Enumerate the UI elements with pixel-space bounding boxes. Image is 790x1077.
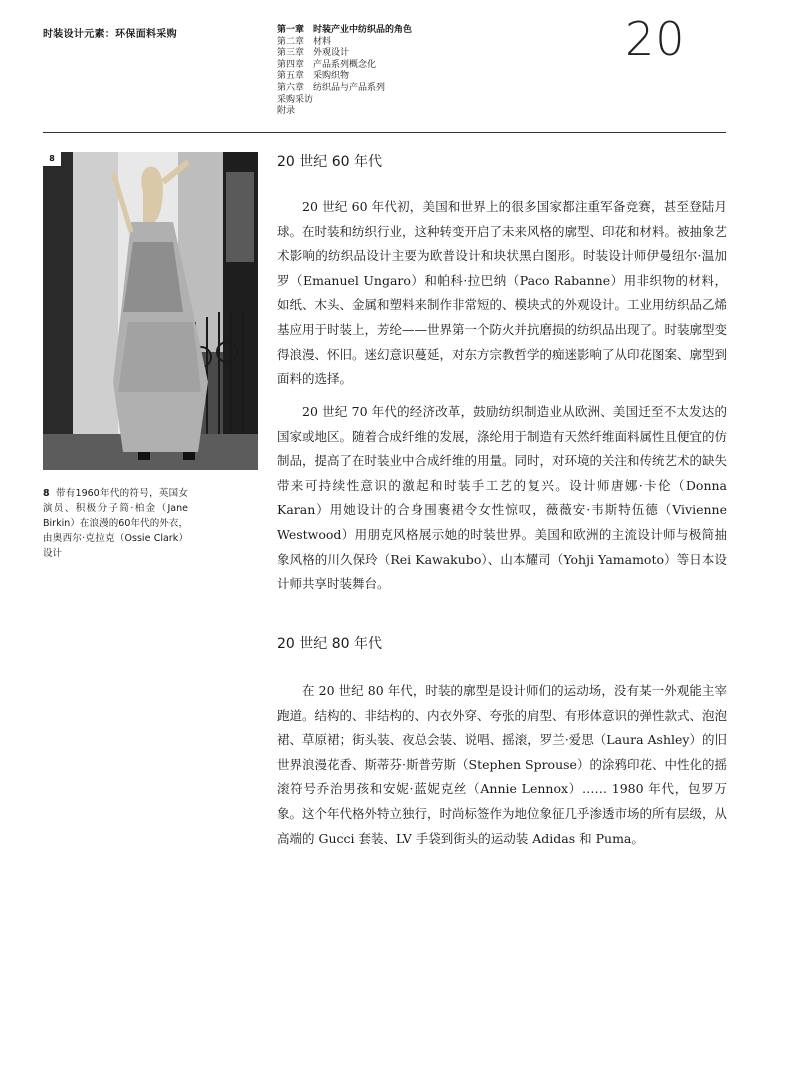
header-divider	[43, 132, 726, 133]
paragraph-1960s-1: 20 世纪 60 年代初，美国和世界上的很多国家都注重军备竞赛，甚至登陆月球。在时装和纺织行业，这种转变开启了未来风格的廓型、印花和材料。被抽象艺术影响的纺织品设计主要为欧普设计和块状黑白图形。时装设计师伊曼纽尔·温加罗（Emanuel Ungaro）和帕科·拉巴纳（Paco Rabanne）用非织物的材料，如纸、木头、金属和塑料来制作非常短的、模块式的外观设计。工业用纺织品乙烯基应用于时装上，芳纶——世界第一个防火并抗磨损的纺织品出现了。时装廓型变得浪漫、怀旧。迷幻意识蔓延，对东方宗教哲学的痴迷影响了从印花图案、廓型到面料的选择。	[277, 199, 728, 387]
toc-item-chapter-5[interactable]: 第五章 采购织物	[277, 71, 350, 82]
chapter-navigation	[277, 25, 412, 118]
toc-item-chapter-6[interactable]: 第六章 纺织品与产品系列	[277, 82, 386, 93]
toc-item-chapter-4[interactable]: 第四章 产品系列概念化	[277, 59, 377, 70]
toc-item-chapter-3[interactable]: 第三章 外观设计	[277, 48, 350, 59]
paragraph-1970s: 20 世纪 70 年代的经济改革，鼓励纺织制造业从欧洲、美国迁至不太发达的国家或地区。随着合成纤维的发展，涤纶用于制造有天然纤维面料属性且便宜的仿制品，提高了在时装业中合成纤维的用量。同时，对环境的关注和传统艺术的缺失带来可持续性意识的激起和时装手工艺的复兴。设计师唐娜·卡伦（Donna Karan）用她设计的合身围裹裙令女性惊叹，薇薇安·韦斯特伍德（Vivienne Westwood）用朋克风格展示她的时装世界。美国和欧洲的主流设计师与极简抽象风格的川久保玲（Rei Kawakubo）、山本耀司（Yohji Yamamoto）等日本设计师共享时装舞台。	[277, 404, 728, 592]
page-number: 20	[625, 12, 686, 66]
book-title: 时装设计元素：环保面料采购	[43, 29, 177, 40]
photo-illustration	[43, 152, 258, 470]
figure-caption	[43, 486, 188, 561]
figure-photo	[43, 152, 258, 470]
caption-text: 带有1960年代的符号，英国女演员、积极分子简·柏金（Jane Birkin）在浪漫的60年代的外衣，由奥西尔·克拉克（Ossie Clark）设计	[43, 488, 188, 559]
figure-number-badge: 8	[43, 152, 61, 166]
toc-item-chapter-2[interactable]: 第二章 材料	[277, 36, 332, 47]
toc-item-interviews[interactable]: 采购采访	[277, 94, 314, 105]
section-heading-1980s: 20 世纪 80 年代	[277, 636, 382, 652]
section-heading-1960s: 20 世纪 60 年代	[277, 154, 382, 170]
toc-item-chapter-1[interactable]: 第一章 时装产业中纺织品的角色	[277, 25, 413, 35]
paragraph-1980s: 在 20 世纪 80 年代，时装的廓型是设计师们的运动场，没有某一外观能主宰跑道。结构的、非结构的、内衣外穿、夸张的肩型、有形体意识的弹性款式、泡泡裙、草原裙；街头装、夜总会装、说唱、摇滚，罗兰·爱思（Laura Ashley）的旧世界浪漫花香、斯蒂芬·斯普劳斯（Stephen Sprouse）的涂鸦印花、中性化的摇滚符号乔治男孩和安妮·蓝妮克丝（Annie Lennox）…… 1980 年代，包罗万象。这个年代格外特立独行，时尚标签作为地位象征几乎渗透市场的所有层级，从高端的 Gucci 套装、LV 手袋到街头的运动装 Adidas 和 Puma。	[277, 683, 728, 846]
toc-item-appendix[interactable]: 附录	[277, 106, 296, 117]
caption-figure-number: 8	[43, 488, 50, 499]
